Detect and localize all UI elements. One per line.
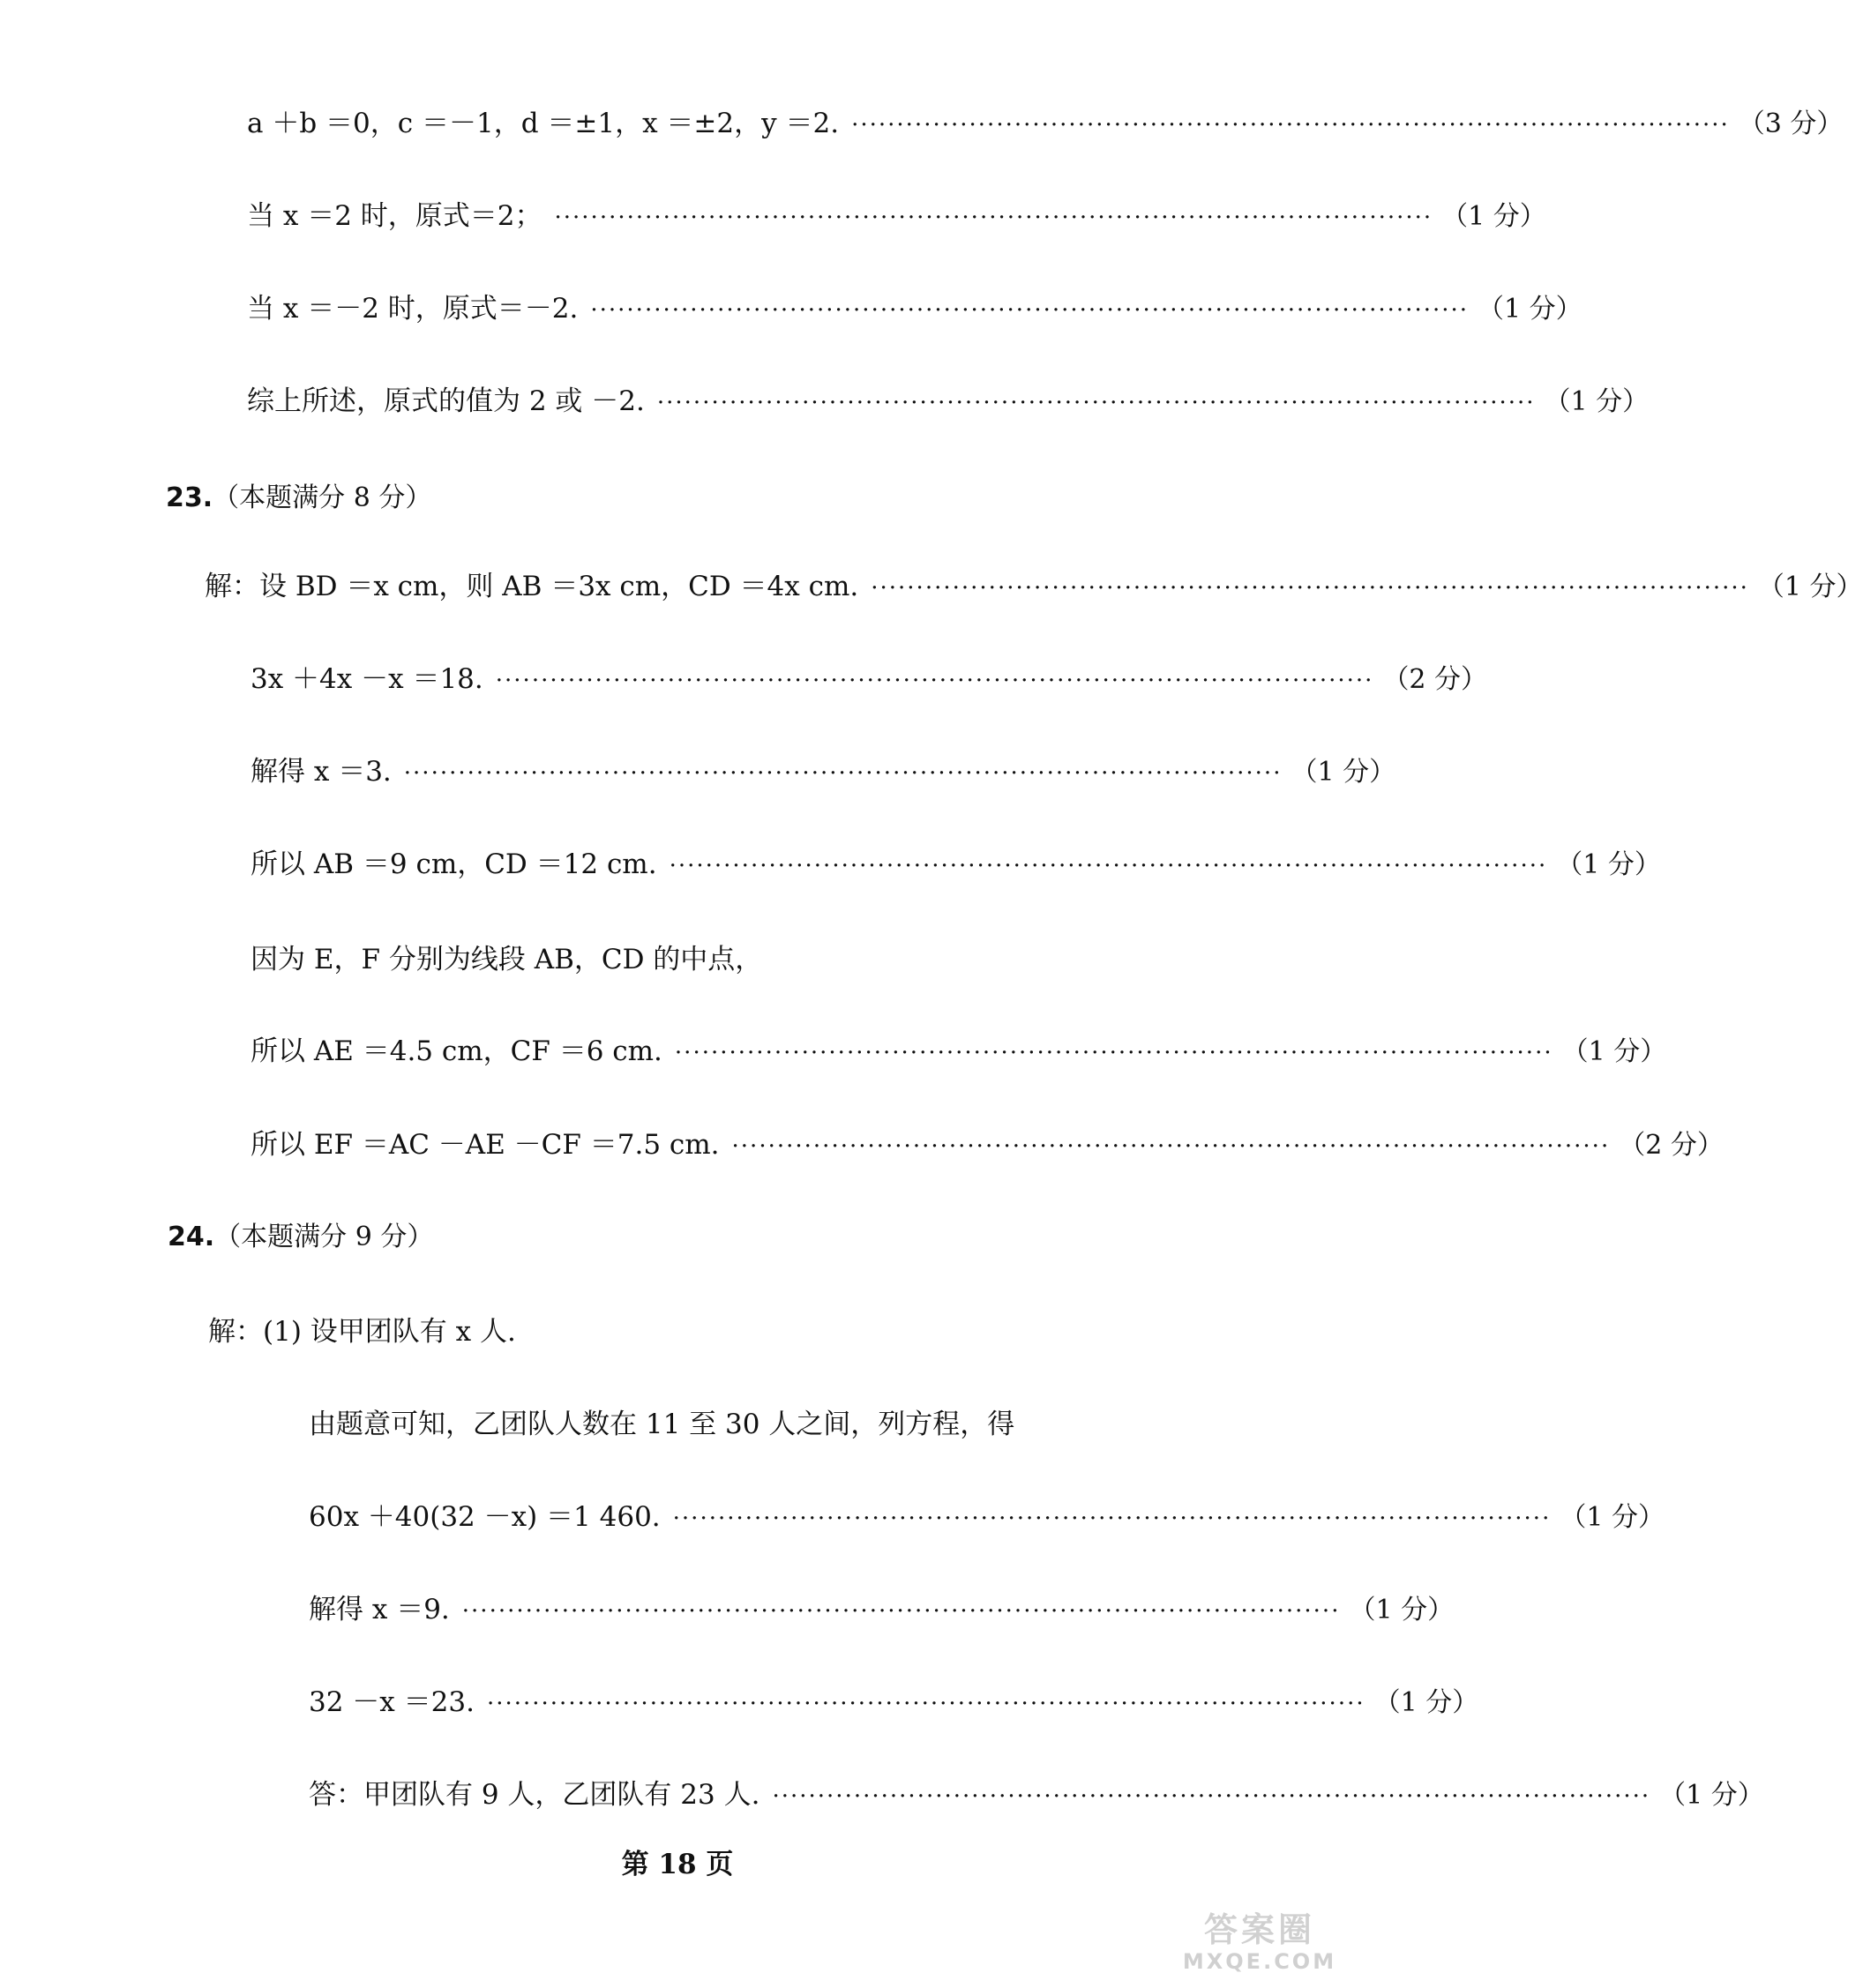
answer-text: 所以 AB ＝9 cm，CD ＝12 cm. [251, 848, 657, 880]
answer-line [247, 384, 1650, 421]
answer-text: 3x ＋4x －x ＝18. [251, 663, 483, 695]
question-heading [166, 481, 431, 516]
score-label: （1 分） [1561, 1036, 1667, 1067]
answer-text: 综上所述，原式的值为 2 或 －2. [247, 385, 645, 417]
leader-dots: ································································································· [590, 297, 1470, 324]
score-label: （1 分） [1373, 1687, 1479, 1718]
answer-text: 解得 x ＝3. [251, 756, 392, 788]
score-label: （1 分） [1478, 294, 1582, 325]
question-title: （本题满分 8 分） [213, 482, 432, 513]
score-label: （1 分） [1556, 849, 1661, 880]
answer-line [251, 661, 1488, 699]
leader-dots: ································································································· [495, 668, 1374, 694]
answer-text: 因为 E，F 分别为线段 AB，CD 的中点， [251, 944, 763, 975]
score-label: （1 分） [1441, 201, 1546, 232]
watermark-logo [1180, 1910, 1339, 1981]
answer-line [309, 1407, 1270, 1442]
answer-line [309, 1777, 1764, 1814]
watermark-title: 答案圈 [1203, 1910, 1315, 1949]
answer-text: a ＋b ＝0，c ＝－1，d ＝±1，x ＝±2，y ＝2. [247, 108, 840, 139]
leader-dots: ································································································· [672, 1506, 1552, 1532]
answer-text: 由题意可知，乙团队人数在 11 至 30 人之间，列方程，得 [309, 1409, 1015, 1440]
score-label: （2 分） [1382, 664, 1488, 695]
answer-text: 32 －x ＝23. [309, 1686, 475, 1718]
answer-line [251, 1034, 1667, 1071]
score-label: （1 分） [1544, 386, 1650, 417]
answer-text: 解得 x ＝9. [309, 1594, 450, 1626]
watermark-url: MXQE.COM [1182, 1949, 1337, 1974]
answer-line [247, 291, 1582, 328]
answer-line [251, 847, 1661, 884]
leader-dots: ································································································· [871, 575, 1749, 602]
answer-line [247, 198, 1546, 235]
answer-line [208, 1314, 1270, 1349]
leader-dots: ································································································· [772, 1783, 1651, 1810]
answer-text: 当 x ＝－2 时，原式＝－2. [247, 293, 579, 325]
answer-text: 答：甲团队有 9 人，乙团队有 23 人. [309, 1779, 760, 1811]
score-label: （3 分） [1738, 108, 1844, 139]
answer-text: 所以 EF ＝AC －AE －CF ＝7.5 cm. [251, 1129, 720, 1161]
answer-text: 解：设 BD ＝x cm，则 AB ＝3x cm，CD ＝4x cm. [205, 571, 859, 602]
answer-text: 60x ＋40(32 －x) ＝1 460. [309, 1501, 661, 1533]
answer-line [251, 754, 1396, 791]
score-label: （1 分） [1349, 1595, 1455, 1626]
leader-dots: ································································································· [486, 1691, 1365, 1717]
leader-dots: ································································································· [731, 1133, 1611, 1160]
leader-dots: ································································································· [461, 1598, 1341, 1625]
question-heading [168, 1220, 433, 1255]
question-title: （本题满分 9 分） [214, 1222, 434, 1252]
answer-text: 所以 AE ＝4.5 cm，CF ＝6 cm. [251, 1035, 662, 1067]
leader-dots: ································································································· [851, 112, 1730, 138]
leader-dots: ································································································· [403, 760, 1283, 787]
leader-dots: ································································································· [669, 853, 1548, 879]
question-number: 23. [166, 482, 213, 513]
answer-line [247, 106, 1844, 143]
score-label: （1 分） [1291, 757, 1396, 788]
score-label: （1 分） [1659, 1780, 1764, 1811]
answer-line [309, 1592, 1455, 1629]
page-number: 第 18 页 [621, 1849, 734, 1880]
answer-line [309, 1685, 1479, 1722]
answer-text: 当 x ＝2 时，原式＝2； [247, 200, 542, 232]
answer-line [251, 942, 1270, 977]
answer-line [309, 1499, 1665, 1536]
question-number: 24. [168, 1222, 215, 1252]
answer-text: 解：(1) 设甲团队有 x 人. [208, 1316, 516, 1348]
leader-dots: ································································································· [554, 205, 1433, 231]
leader-dots: ································································································· [656, 390, 1536, 416]
answer-line [205, 569, 1863, 606]
score-label: （1 分） [1757, 572, 1863, 602]
answer-line [251, 1127, 1724, 1164]
score-label: （1 分） [1560, 1502, 1665, 1533]
score-label: （2 分） [1619, 1130, 1724, 1161]
leader-dots: ································································································· [674, 1040, 1553, 1066]
